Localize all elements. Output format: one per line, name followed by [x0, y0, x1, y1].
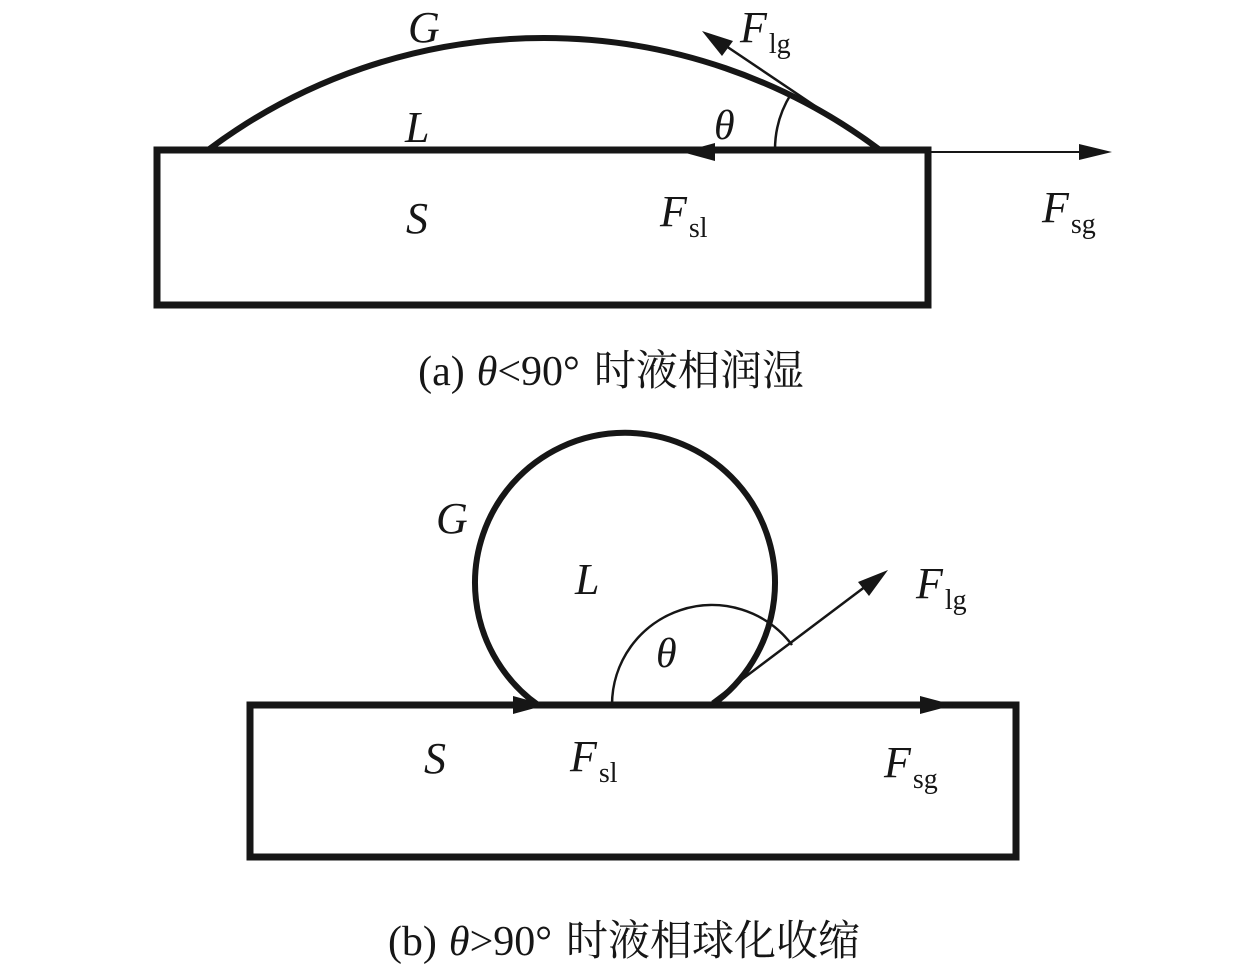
liquid-label-b: L — [575, 555, 600, 604]
flg-label-sub-a: lg — [768, 29, 791, 60]
fsg-label-main-b: F — [884, 738, 911, 787]
fsl-label-sub-b: sl — [598, 758, 618, 789]
gas-label-a: G — [408, 3, 440, 52]
flg-arrowhead-b — [858, 570, 888, 596]
caption-a — [0, 338, 1222, 398]
fsl-label-main-a: F — [660, 187, 687, 236]
solid-block-a — [157, 150, 928, 305]
caption-a-theta: θ — [476, 349, 498, 395]
fsg-label-main-a: F — [1042, 183, 1069, 232]
caption-b-theta: θ — [448, 919, 470, 965]
gas-label-b: G — [436, 494, 468, 543]
theta-label-a: θ — [714, 103, 735, 149]
caption-a-relation: <90° — [497, 349, 580, 395]
caption-b — [0, 908, 1248, 968]
fsg-label-sub-a: sg — [1070, 209, 1096, 240]
flg-arrowhead-a — [702, 31, 733, 56]
theta-arc-b — [612, 605, 792, 705]
theta-arc-a — [775, 94, 791, 150]
flg-label-a — [739, 3, 791, 60]
caption-b-text: 时液相球化收缩 — [566, 919, 861, 965]
flg-arrow-line-a — [726, 46, 879, 149]
flg-label-main-b: F — [916, 559, 943, 608]
theta-label-b: θ — [656, 631, 677, 677]
caption-a-text: 时液相润湿 — [593, 349, 804, 395]
caption-b-relation: >90° — [469, 919, 553, 965]
fsl-label-sub-a: sl — [688, 213, 708, 244]
solid-label-b: S — [424, 734, 446, 783]
fsg-arrowhead-a — [1079, 144, 1112, 160]
figure-b-panel — [250, 433, 1016, 857]
solid-label-a: S — [406, 194, 428, 243]
fsl-label-main-b: F — [570, 732, 597, 781]
caption-b-index: (b) — [387, 919, 437, 965]
flg-label-b — [915, 559, 967, 616]
droplet-outline-b — [475, 433, 775, 705]
flg-label-sub-b: lg — [944, 585, 967, 616]
fsg-label-a — [1041, 183, 1096, 240]
caption-a-index: (a) — [418, 349, 465, 395]
figure-a-panel — [157, 3, 1112, 305]
liquid-label-a: L — [405, 103, 430, 152]
fsg-label-sub-b: sg — [912, 764, 938, 795]
flg-label-main-a: F — [740, 3, 767, 52]
